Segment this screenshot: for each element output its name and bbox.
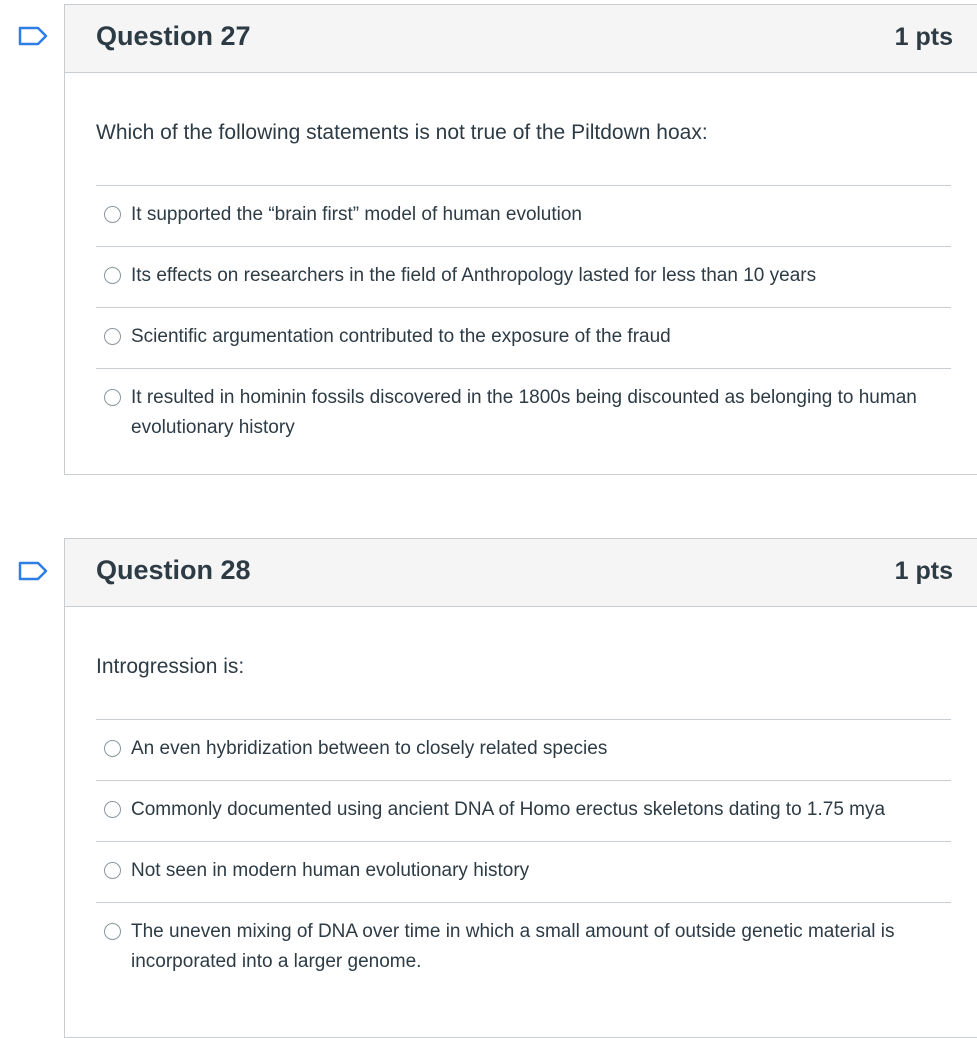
question-text: Introgression is: [96,655,245,678]
answer-option[interactable] [96,903,951,993]
answer-label: Its effects on researchers in the field of Anthropology lasted for less than 10 years [131,265,817,286]
flag-question-icon[interactable] [18,26,48,46]
answer-list [96,185,951,459]
answer-option[interactable] [96,842,951,903]
question-28 [64,538,977,1038]
radio-button[interactable] [104,862,121,879]
radio-button[interactable] [104,923,121,940]
radio-button[interactable] [104,267,121,284]
radio-button[interactable] [104,389,121,406]
question-text: Which of the following statements is not true of the Piltdown hoax: [96,121,708,144]
question-points: 1 pts [894,557,953,585]
answer-label: Scientific argumentation contributed to the exposure of the fraud [131,326,671,347]
answer-label: The uneven mixing of DNA over time in which a small amount of outside genetic material is incorporated into a larger genome. [131,921,895,972]
answer-option[interactable] [96,369,951,459]
question-header [65,539,977,607]
radio-button[interactable] [104,328,121,345]
question-points: 1 pts [894,23,953,51]
answer-label: It resulted in hominin fossils discovered in the 1800s being discounted as belonging to human evolutionary history [131,387,917,438]
answer-option[interactable] [96,186,951,247]
flag-question-icon[interactable] [18,561,48,581]
radio-button[interactable] [104,801,121,818]
question-27 [64,4,977,475]
answer-label: An even hybridization between to closely related species [131,738,608,759]
answer-label: Commonly documented using ancient DNA of Homo erectus skeletons dating to 1.75 mya [131,799,886,820]
answer-list [96,719,951,993]
answer-option[interactable] [96,720,951,781]
answer-option[interactable] [96,308,951,369]
answer-label: Not seen in modern human evolutionary history [131,860,530,881]
answer-label: It supported the “brain first” model of human evolution [131,204,582,225]
question-header [65,5,977,73]
question-title: Question 27 [96,21,251,51]
question-title: Question 28 [96,555,251,585]
radio-button[interactable] [104,206,121,223]
radio-button[interactable] [104,740,121,757]
question-body [65,73,977,459]
answer-option[interactable] [96,247,951,308]
answer-option[interactable] [96,781,951,842]
question-body [65,607,977,993]
